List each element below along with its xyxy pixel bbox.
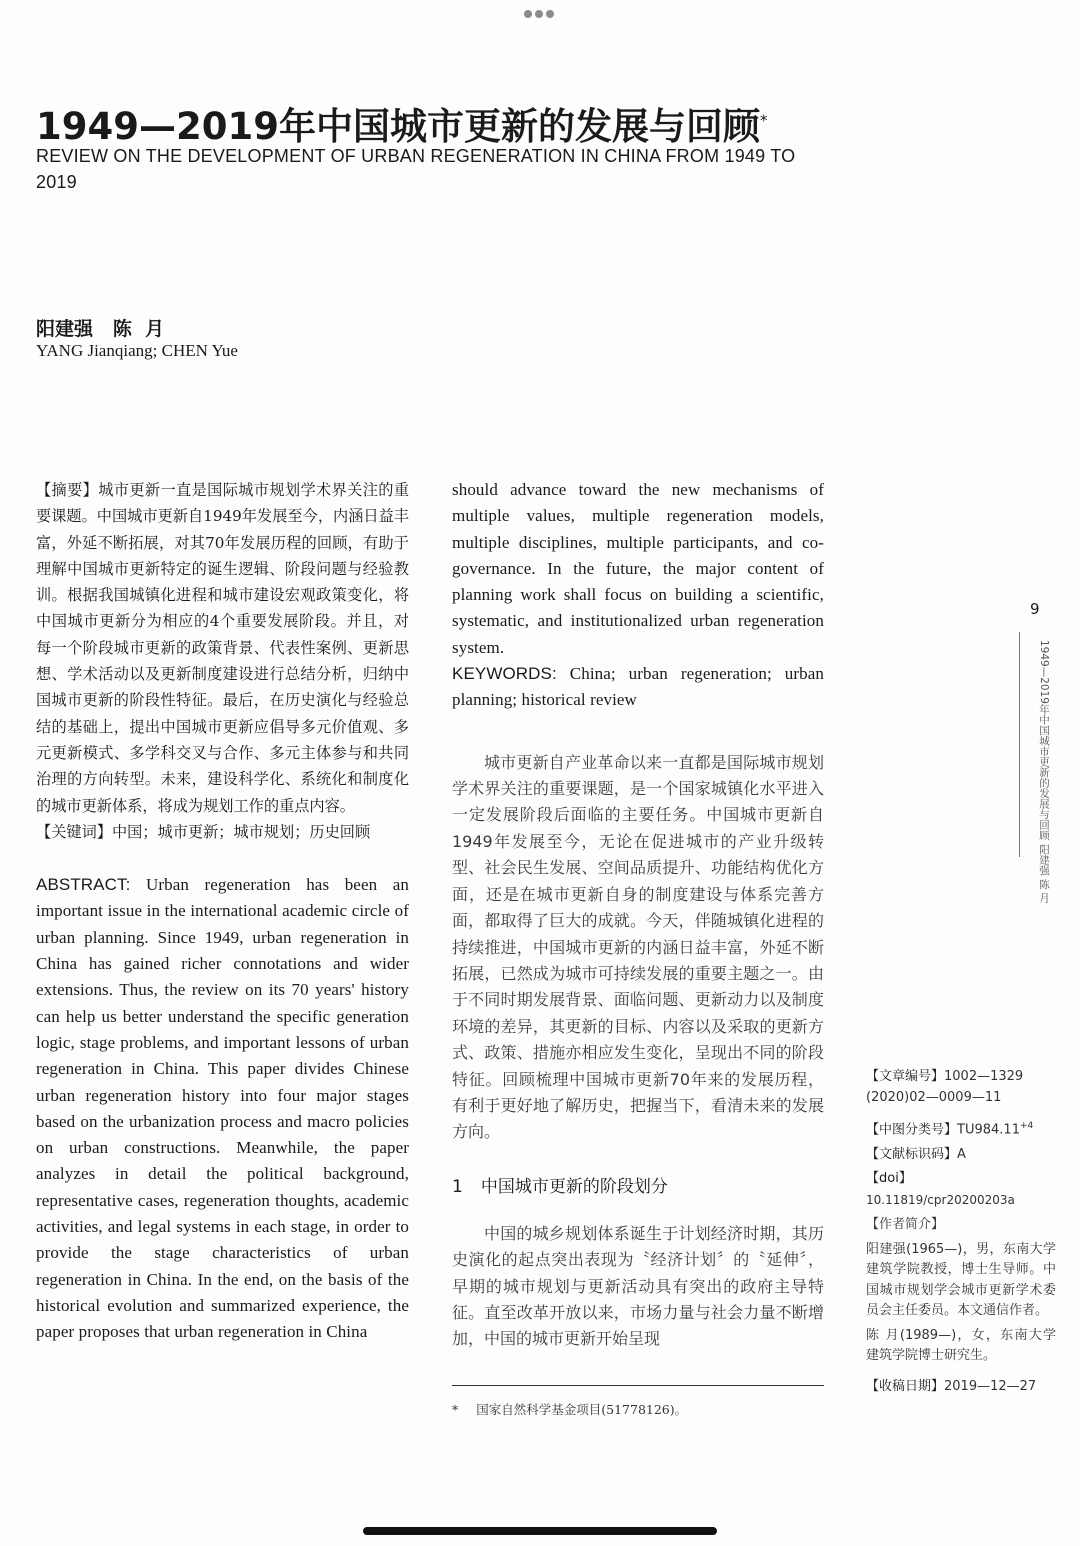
abstract-cn-label: 【摘要】 (36, 481, 99, 499)
more-options-icon[interactable] (524, 10, 554, 18)
document-code (866, 1145, 1056, 1166)
doi-label: 【doi】 (866, 1171, 912, 1187)
keywords-en (452, 661, 824, 714)
page-title (36, 96, 767, 150)
clc-sup: +4 (1019, 1121, 1034, 1131)
dot (535, 10, 543, 18)
section-number: 1 (452, 1176, 463, 1197)
received-label: 【收稿日期】 (866, 1378, 945, 1394)
body-intro: 城市更新自产业革命以来一直都是国际城市规划学术界关注的重要课题，是一个国家城镇化水平进入一定发展阶段后面临的主要任务。中国城市更新自1949年发展至今，无论在促进城市的产业升级转型、社会民生发展、空间品质提升、功能结构优化方面，还是在城市更新自身的制度建设与体系完善方面，都取得了巨大的成就。今天，伴随城镇化进程的持续推进，中国城市更新的内涵日益丰富，外延不断拓展，已然成为城市可持续发展的重要主题之一。由于不同时期发展背景、面临问题、更新动力以及制度环境的差异，其更新的目标、内容以及采取的更新方式、政策、措施亦相应发生变化，呈现出不同的阶段特征。回顾梳理中国城市更新70年来的发展历程，有利于更好地了解历史，把握当下，看清未来的发展方向。 (452, 752, 824, 1142)
abstract-en-continued: should advance toward the new mechanisms of multiple values, multiple regeneration models, multiple disciplines, multiple participants, and co-governance. In the future, the major content of planning work shall focus on building a scientific, systematic, and institutionalized urban regeneration system. (452, 480, 824, 657)
author-info-label: 【作者简介】 (866, 1217, 945, 1233)
section-heading (452, 1172, 824, 1197)
clc-label: 【中图分类号】 (866, 1122, 958, 1138)
article-number-label: 【文章编号】 (866, 1069, 945, 1084)
page-number: 9 (1030, 600, 1040, 618)
keywords-cn-text: 中国；城市更新；城市规划；历史回顾 (111, 822, 371, 841)
section-title: 中国城市更新的阶段划分 (480, 1176, 668, 1197)
title-cn-text: 1949—2019年中国城市更新的发展与回顾 (36, 105, 760, 148)
dot (524, 10, 532, 18)
abstract-cn-text: 城市更新一直是国际城市规划学术界关注的重要课题。中国城市更新自1949年发展至今，内涵日益丰富，外延不断拓展，对其70年发展历程的回顾，有助于理解中国城市更新特定的诞生逻辑、阶段问题与经验教训。根据我国城镇化进程和城市建设宏观政策变化，将中国城市更新分为相应的4个重要发展阶段。并且，对每一个阶段城市更新的政策背景、代表性案例、更新思想、学术活动以及更新制度建设进行总结分析，归纳中国城市更新的阶段性特征。最后，在历史演化与经验总结的基础上，提出中国城市更新应倡导多元价值观、多元更新模式、多学科交叉与合作、多元主体参与和共同治理的方向转型。未来，建设科学化、系统化和制度化的城市更新体系，将成为规划工作的重点内容。 (36, 481, 410, 815)
keywords-en-label: KEYWORDS: (452, 664, 557, 684)
authors-cn: 阳建强 陈 月 (36, 318, 165, 340)
left-column (36, 477, 409, 1346)
author-bio-1: 阳建强(1965—)，男，东南大学建筑学院教授，博士生导师。中国城市规划学会城市更新学术委员会主任委员。本文通信作者。 (866, 1241, 1056, 1319)
title-en: REVIEW ON THE DEVELOPMENT OF URBAN REGENERATION IN CHINA FROM 1949 TO 2019 (36, 146, 796, 192)
keywords-en-text: China; urban regeneration; urban planning; historical review (452, 664, 824, 710)
home-indicator[interactable] (363, 1527, 717, 1535)
doi-value: 10.11819/cpr20200203a (866, 1192, 1015, 1207)
article-number (866, 1067, 1056, 1108)
section-body: 中国的城乡规划体系诞生于计划经济时期，其历史演化的起点突出表现为〝经济计划〞的〝延伸〞，早期的城市规划与更新活动具有突出的政府主导特征。直至改革开放以来，市场力量与社会力量不断增加，中国的城市更新开始呈现 (452, 1223, 824, 1349)
doi (866, 1169, 1056, 1211)
footnote (452, 1400, 687, 1418)
authors-en: YANG Jianqiang; CHEN Yue (36, 341, 238, 360)
clc-number (866, 1116, 1056, 1141)
keywords-cn (36, 819, 409, 845)
article-metadata (866, 1067, 1056, 1397)
running-head: 1949—2019年中国城市更新的发展与回顾 阳建强 陈 月 (1038, 640, 1050, 903)
received-date (866, 1377, 1056, 1398)
clc-value: TU984.11 (957, 1122, 1020, 1138)
footnote-text: 国家自然科学基金项目(51778126)。 (476, 1402, 688, 1417)
keywords-cn-label: 【关键词】 (36, 822, 112, 841)
document-code-label: 【文献标识码】 (866, 1146, 958, 1162)
footnote-divider (452, 1385, 824, 1386)
margin-divider (1019, 632, 1020, 857)
document-code-value: A (957, 1146, 966, 1162)
author-bio-2: 陈 月(1989—)，女，东南大学建筑学院博士研究生。 (866, 1327, 1056, 1364)
abstract-en-label: ABSTRACT: (36, 875, 131, 895)
abstract-cn (36, 477, 409, 819)
abstract-en-text-1: Urban regeneration has been an important issue in the international academic circle of urban planning. Since 1949, urban regeneration in China has gained richer connotations and wider extensions. Thus, the review on its 70 years' history can help us better understand the specific generation logic, stage problems, and important lessons of urban regeneration in China. This paper divides Chinese urban regeneration history into four major stages based on the urbanization process and macro policies on urban constructions. Meanwhile, the paper analyzes in detail the political background, representative cases, regeneration thoughts, academic activities, and legal systems in each stage, in order to provide the stage characteristics of urban regeneration in China. In the end, on the basis of the historical evolution and summarized experience, the paper proposes that urban regeneration in China (36, 875, 409, 1342)
dot (546, 10, 554, 18)
received-value: 2019—12—27 (944, 1378, 1037, 1394)
abstract-en (36, 872, 409, 1345)
footnote-marker: * (452, 1402, 459, 1417)
title-footnote-marker: * (759, 111, 768, 130)
article-number-value: 1002—1329 (2020)02—0009—11 (866, 1069, 1024, 1105)
middle-column (452, 477, 824, 1353)
